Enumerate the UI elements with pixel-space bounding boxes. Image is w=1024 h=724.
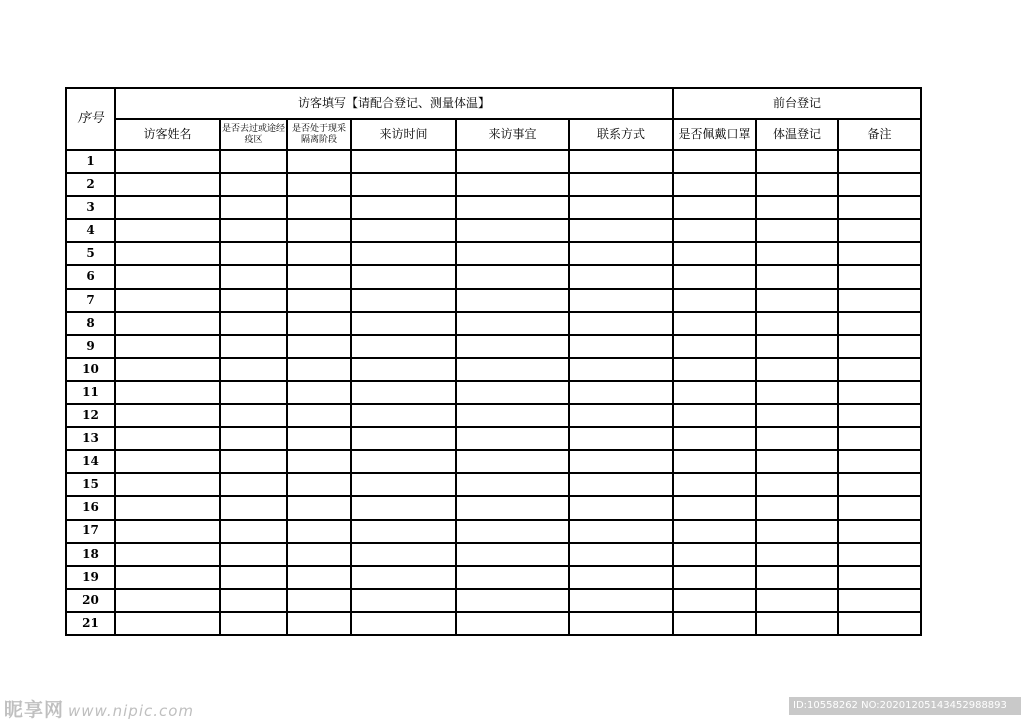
form-cell[interactable] <box>115 173 220 196</box>
form-cell[interactable] <box>220 289 287 312</box>
column-header: 联系方式 <box>569 119 673 150</box>
form-cell[interactable] <box>351 242 456 265</box>
form-cell[interactable] <box>351 312 456 335</box>
form-cell[interactable] <box>456 265 569 288</box>
form-cell[interactable] <box>220 173 287 196</box>
form-cell[interactable] <box>673 381 756 404</box>
column-header: 访客姓名 <box>115 119 220 150</box>
form-cell[interactable] <box>456 358 569 381</box>
form-cell[interactable] <box>115 196 220 219</box>
form-cell[interactable] <box>287 242 351 265</box>
form-cell[interactable] <box>756 335 838 358</box>
form-cell[interactable] <box>220 496 287 519</box>
form-cell[interactable] <box>756 265 838 288</box>
form-cell[interactable] <box>351 473 456 496</box>
form-cell[interactable] <box>838 589 921 612</box>
form-cell[interactable] <box>756 404 838 427</box>
form-cell[interactable] <box>220 242 287 265</box>
form-cell[interactable] <box>756 219 838 242</box>
form-cell[interactable] <box>569 196 673 219</box>
table-row <box>66 427 921 450</box>
form-cell[interactable] <box>220 450 287 473</box>
table-row <box>66 358 921 381</box>
table-row <box>66 381 921 404</box>
table-row <box>66 473 921 496</box>
form-cell[interactable] <box>456 450 569 473</box>
form-cell[interactable] <box>220 265 287 288</box>
form-cell[interactable] <box>838 358 921 381</box>
form-cell[interactable] <box>220 335 287 358</box>
form-cell[interactable] <box>673 566 756 589</box>
form-cell[interactable] <box>351 219 456 242</box>
form-cell[interactable] <box>673 589 756 612</box>
row-number: 19 <box>66 566 115 589</box>
form-cell[interactable] <box>115 242 220 265</box>
watermark-logo <box>4 695 194 722</box>
form-cell[interactable] <box>569 381 673 404</box>
form-cell[interactable] <box>756 196 838 219</box>
form-cell[interactable] <box>456 289 569 312</box>
form-cell[interactable] <box>838 566 921 589</box>
table-row <box>66 335 921 358</box>
form-cell[interactable] <box>220 404 287 427</box>
form-cell[interactable] <box>569 496 673 519</box>
row-number: 5 <box>66 242 115 265</box>
form-cell[interactable] <box>287 335 351 358</box>
row-number: 11 <box>66 381 115 404</box>
form-cell[interactable] <box>287 589 351 612</box>
form-cell[interactable] <box>351 358 456 381</box>
form-cell[interactable] <box>673 427 756 450</box>
form-cell[interactable] <box>351 589 456 612</box>
form-cell[interactable] <box>220 358 287 381</box>
form-cell[interactable] <box>220 589 287 612</box>
form-cell[interactable] <box>756 612 838 635</box>
table-row <box>66 196 921 219</box>
form-cell[interactable] <box>838 289 921 312</box>
form-cell[interactable] <box>456 496 569 519</box>
table-row <box>66 566 921 589</box>
row-number: 13 <box>66 427 115 450</box>
row-number: 15 <box>66 473 115 496</box>
row-number: 4 <box>66 219 115 242</box>
form-cell[interactable] <box>456 566 569 589</box>
form-cell[interactable] <box>569 404 673 427</box>
form-cell[interactable] <box>838 265 921 288</box>
form-cell[interactable] <box>287 520 351 543</box>
row-number: 16 <box>66 496 115 519</box>
form-cell[interactable] <box>115 450 220 473</box>
form-cell[interactable] <box>569 566 673 589</box>
form-cell[interactable] <box>287 358 351 381</box>
form-cell[interactable] <box>351 543 456 566</box>
table-row <box>66 450 921 473</box>
form-cell[interactable] <box>351 173 456 196</box>
form-cell[interactable] <box>287 219 351 242</box>
form-cell[interactable] <box>456 312 569 335</box>
form-cell[interactable] <box>456 543 569 566</box>
sequence-header: 序号 <box>66 88 115 150</box>
form-cell[interactable] <box>115 404 220 427</box>
form-cell[interactable] <box>351 265 456 288</box>
form-cell[interactable] <box>838 473 921 496</box>
form-cell[interactable] <box>673 543 756 566</box>
form-cell[interactable] <box>115 427 220 450</box>
form-cell[interactable] <box>456 219 569 242</box>
form-cell[interactable] <box>569 150 673 173</box>
form-cell[interactable] <box>456 150 569 173</box>
form-cell[interactable] <box>756 543 838 566</box>
form-cell[interactable] <box>456 173 569 196</box>
table-row <box>66 150 921 173</box>
table-row <box>66 496 921 519</box>
form-cell[interactable] <box>838 219 921 242</box>
form-cell[interactable] <box>756 427 838 450</box>
form-cell[interactable] <box>456 427 569 450</box>
form-cell[interactable] <box>115 589 220 612</box>
form-cell[interactable] <box>756 312 838 335</box>
form-cell[interactable] <box>456 335 569 358</box>
form-cell[interactable] <box>569 242 673 265</box>
form-cell[interactable] <box>287 173 351 196</box>
form-cell[interactable] <box>838 543 921 566</box>
form-cell[interactable] <box>115 265 220 288</box>
row-number: 9 <box>66 335 115 358</box>
form-cell[interactable] <box>287 289 351 312</box>
form-cell[interactable] <box>456 196 569 219</box>
form-cell[interactable] <box>569 358 673 381</box>
form-cell[interactable] <box>838 242 921 265</box>
form-cell[interactable] <box>569 450 673 473</box>
form-cell[interactable] <box>351 335 456 358</box>
form-cell[interactable] <box>756 242 838 265</box>
form-cell[interactable] <box>115 612 220 635</box>
form-cell[interactable] <box>456 381 569 404</box>
form-cell[interactable] <box>569 335 673 358</box>
form-cell[interactable] <box>220 566 287 589</box>
form-cell[interactable] <box>220 427 287 450</box>
form-cell[interactable] <box>287 265 351 288</box>
form-cell[interactable] <box>838 427 921 450</box>
table-row <box>66 312 921 335</box>
form-cell[interactable] <box>287 427 351 450</box>
form-cell[interactable] <box>115 335 220 358</box>
form-cell[interactable] <box>756 520 838 543</box>
column-header: 备注 <box>838 119 921 150</box>
form-cell[interactable] <box>351 566 456 589</box>
form-cell[interactable] <box>756 150 838 173</box>
column-header-row <box>66 119 921 150</box>
column-header: 是否处于现采隔离阶段 <box>287 119 351 150</box>
row-number: 8 <box>66 312 115 335</box>
table-row <box>66 543 921 566</box>
form-cell[interactable] <box>673 473 756 496</box>
form-cell[interactable] <box>220 381 287 404</box>
form-cell[interactable] <box>287 312 351 335</box>
form-cell[interactable] <box>569 612 673 635</box>
table-row <box>66 589 921 612</box>
form-cell[interactable] <box>673 450 756 473</box>
table-row <box>66 219 921 242</box>
form-cell[interactable] <box>456 589 569 612</box>
form-cell[interactable] <box>569 265 673 288</box>
form-cell[interactable] <box>673 312 756 335</box>
form-cell[interactable] <box>673 219 756 242</box>
row-number: 14 <box>66 450 115 473</box>
form-cell[interactable] <box>838 381 921 404</box>
table-row <box>66 520 921 543</box>
form-cell[interactable] <box>351 450 456 473</box>
form-cell[interactable] <box>287 543 351 566</box>
form-cell[interactable] <box>456 520 569 543</box>
row-number: 20 <box>66 589 115 612</box>
table-row <box>66 404 921 427</box>
form-cell[interactable] <box>287 404 351 427</box>
form-cell[interactable] <box>351 496 456 519</box>
form-cell[interactable] <box>115 312 220 335</box>
form-cell[interactable] <box>220 196 287 219</box>
form-cell[interactable] <box>756 381 838 404</box>
row-number: 3 <box>66 196 115 219</box>
form-cell[interactable] <box>115 150 220 173</box>
form-cell[interactable] <box>351 150 456 173</box>
form-cell[interactable] <box>220 612 287 635</box>
form-cell[interactable] <box>456 242 569 265</box>
form-cell[interactable] <box>287 381 351 404</box>
row-number: 21 <box>66 612 115 635</box>
form-cell[interactable] <box>287 196 351 219</box>
form-cell[interactable] <box>220 150 287 173</box>
form-cell[interactable] <box>673 496 756 519</box>
form-cell[interactable] <box>351 196 456 219</box>
form-cell[interactable] <box>569 543 673 566</box>
form-cell[interactable] <box>569 589 673 612</box>
form-cell[interactable] <box>838 612 921 635</box>
form-cell[interactable] <box>838 150 921 173</box>
form-cell[interactable] <box>673 150 756 173</box>
form-cell[interactable] <box>287 612 351 635</box>
form-cell[interactable] <box>673 612 756 635</box>
form-cell[interactable] <box>115 566 220 589</box>
form-cell[interactable] <box>569 312 673 335</box>
form-cell[interactable] <box>287 566 351 589</box>
watermark-id: ID:10558262 NO:20201205143452988893 <box>789 697 1021 715</box>
form-cell[interactable] <box>351 404 456 427</box>
form-cell[interactable] <box>838 520 921 543</box>
watermark-url: www.nipic.com <box>68 702 195 720</box>
table-body <box>66 150 921 635</box>
form-cell[interactable] <box>673 404 756 427</box>
visitor-registration-table <box>65 87 922 636</box>
form-cell[interactable] <box>115 520 220 543</box>
form-cell[interactable] <box>115 496 220 519</box>
form-cell[interactable] <box>756 450 838 473</box>
form-cell[interactable] <box>287 473 351 496</box>
column-header: 是否佩戴口罩 <box>673 119 756 150</box>
form-cell[interactable] <box>673 265 756 288</box>
column-header: 是否去过或途经疫区 <box>220 119 287 150</box>
form-cell[interactable] <box>673 242 756 265</box>
form-cell[interactable] <box>115 381 220 404</box>
form-cell[interactable] <box>756 589 838 612</box>
watermark-site: 昵享网 <box>4 699 65 721</box>
form-cell[interactable] <box>220 312 287 335</box>
form-cell[interactable] <box>569 427 673 450</box>
column-header: 来访时间 <box>351 119 456 150</box>
form-cell[interactable] <box>756 496 838 519</box>
form-cell[interactable] <box>220 473 287 496</box>
form-cell[interactable] <box>673 520 756 543</box>
row-number: 10 <box>66 358 115 381</box>
column-header: 体温登记 <box>756 119 838 150</box>
form-cell[interactable] <box>838 173 921 196</box>
form-cell[interactable] <box>569 520 673 543</box>
row-number: 7 <box>66 289 115 312</box>
form-cell[interactable] <box>838 404 921 427</box>
form-cell[interactable] <box>569 219 673 242</box>
form-cell[interactable] <box>220 520 287 543</box>
table-row <box>66 265 921 288</box>
form-cell[interactable] <box>838 312 921 335</box>
table-row <box>66 612 921 635</box>
form-cell[interactable] <box>756 566 838 589</box>
form-cell[interactable] <box>673 196 756 219</box>
form-cell[interactable] <box>351 612 456 635</box>
form-cell[interactable] <box>838 450 921 473</box>
form-cell[interactable] <box>673 289 756 312</box>
form-cell[interactable] <box>569 173 673 196</box>
form-cell[interactable] <box>569 473 673 496</box>
column-header: 来访事宜 <box>456 119 569 150</box>
form-cell[interactable] <box>456 612 569 635</box>
form-cell[interactable] <box>115 219 220 242</box>
form-cell[interactable] <box>287 450 351 473</box>
form-cell[interactable] <box>287 496 351 519</box>
form-cell[interactable] <box>351 381 456 404</box>
form-cell[interactable] <box>351 520 456 543</box>
form-cell[interactable] <box>838 196 921 219</box>
form-cell[interactable] <box>456 404 569 427</box>
form-cell[interactable] <box>115 473 220 496</box>
table-row <box>66 173 921 196</box>
form-cell[interactable] <box>115 543 220 566</box>
table-row <box>66 242 921 265</box>
row-number: 12 <box>66 404 115 427</box>
form-cell[interactable] <box>115 289 220 312</box>
form-cell[interactable] <box>456 473 569 496</box>
row-number: 2 <box>66 173 115 196</box>
form-cell[interactable] <box>838 496 921 519</box>
form-cell[interactable] <box>220 219 287 242</box>
form-cell[interactable] <box>673 173 756 196</box>
form-cell[interactable] <box>287 150 351 173</box>
form-cell[interactable] <box>756 473 838 496</box>
form-cell[interactable] <box>220 543 287 566</box>
form-cell[interactable] <box>756 289 838 312</box>
form-cell[interactable] <box>756 358 838 381</box>
row-number: 1 <box>66 150 115 173</box>
form-cell[interactable] <box>756 173 838 196</box>
form-cell[interactable] <box>838 335 921 358</box>
form-cell[interactable] <box>673 335 756 358</box>
form-cell[interactable] <box>673 358 756 381</box>
form-cell[interactable] <box>569 289 673 312</box>
front-desk-section-header: 前台登记 <box>673 88 921 119</box>
form-cell[interactable] <box>351 427 456 450</box>
table-row <box>66 289 921 312</box>
form-cell[interactable] <box>115 358 220 381</box>
form-cell[interactable] <box>351 289 456 312</box>
row-number: 17 <box>66 520 115 543</box>
row-number: 18 <box>66 543 115 566</box>
row-number: 6 <box>66 265 115 288</box>
visitor-section-header: 访客填写【请配合登记、测量体温】 <box>115 88 673 119</box>
